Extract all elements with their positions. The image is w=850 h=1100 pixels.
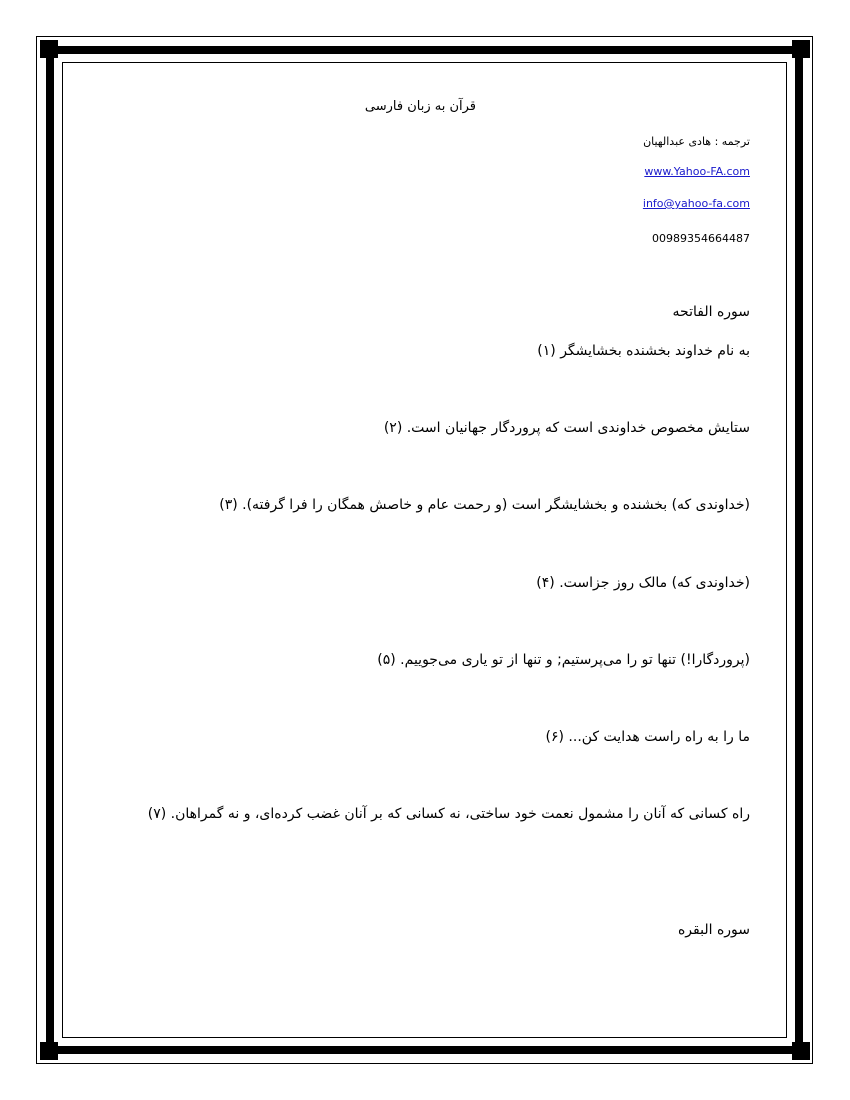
document-title: قرآن به زبان فارسی <box>364 99 476 114</box>
border-corner-top-right <box>792 40 810 58</box>
verse-3: (خداوندی که) بخشنده و بخشایشگر است (و رحمت عام و خاصش همگان را فرا گرفته). (۳) <box>219 497 750 513</box>
surah-heading-baqara: سوره البقره <box>677 922 750 938</box>
website-link[interactable]: www.Yahoo-FA.com <box>644 165 750 178</box>
border-corner-top-left <box>40 40 58 58</box>
surah-heading-fatiha: سوره الفاتحه <box>672 304 750 320</box>
verse-7: راه کسانی که آنان را مشمول نعمت خود ساختی، نه کسانی که بر آنان غضب کرده‌ای، و نه گمراهان. (۷) <box>147 806 750 822</box>
verse-1: به نام خداوند بخشنده بخشایشگر (۱) <box>537 343 750 359</box>
verse-6: ما را به راه راست هدایت کن... (۶) <box>545 729 750 745</box>
phone-number: 00989354664487 <box>652 232 750 245</box>
border-corner-bottom-left <box>40 1042 58 1060</box>
border-corner-bottom-right <box>792 1042 810 1060</box>
email-link[interactable]: info@yahoo-fa.com <box>642 197 750 210</box>
verse-5: (پروردگارا!) تنها تو را می‌پرستیم; و تنها از تو یاری می‌جوییم. (۵) <box>377 652 750 668</box>
translator-credit: ترجمه : هادی عبدالهیان <box>643 135 750 148</box>
verse-4: (خداوندی که) مالک روز جزاست. (۴) <box>536 575 750 591</box>
verse-2: ستایش مخصوص خداوندی است که پروردگار جهانیان است. (۲) <box>383 420 750 436</box>
